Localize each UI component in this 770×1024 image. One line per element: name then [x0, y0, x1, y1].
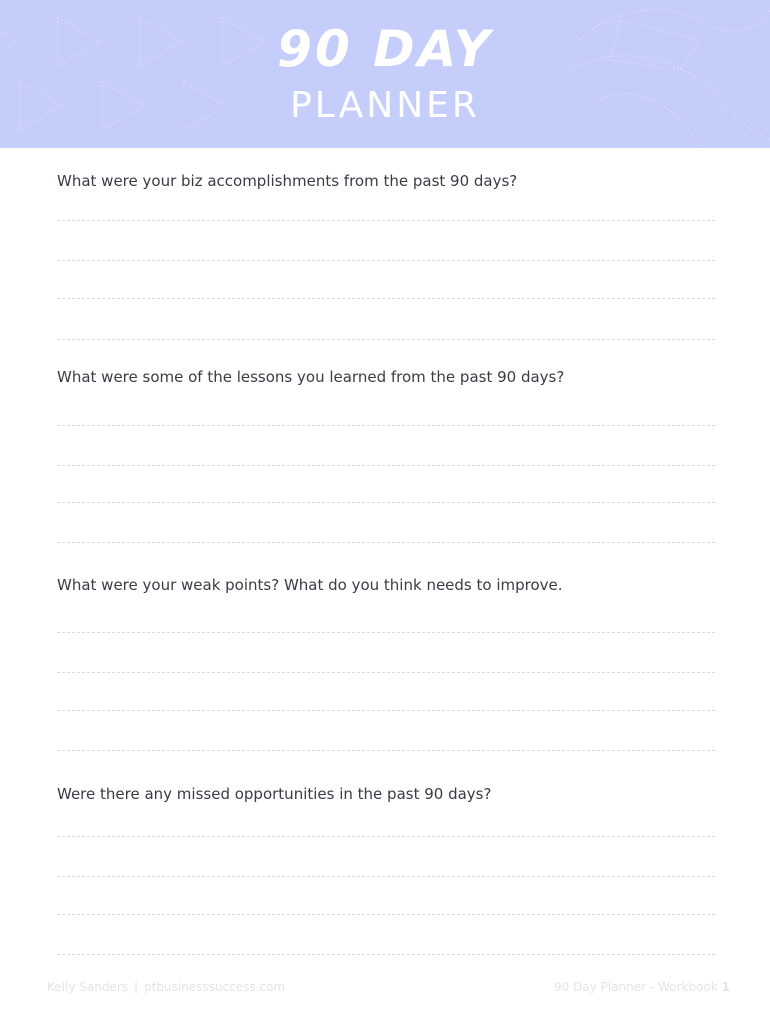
footer-author: Kelly Sanders	[47, 980, 128, 994]
question-1: What were your biz accomplishments from the past 90 days?	[57, 172, 518, 190]
footer-workbook-label: 90 Day Planner - Workbook	[554, 980, 718, 994]
footer-website[interactable]: ptbusinesssuccess.com	[144, 980, 286, 994]
answer-line[interactable]	[57, 425, 715, 426]
answer-line[interactable]	[57, 876, 715, 877]
header-banner	[0, 0, 770, 148]
answer-line[interactable]	[57, 750, 715, 751]
answer-line[interactable]	[57, 220, 715, 221]
answer-line[interactable]	[57, 298, 715, 299]
answer-line[interactable]	[57, 260, 715, 261]
answer-line[interactable]	[57, 914, 715, 915]
answer-line[interactable]	[57, 954, 715, 955]
footer-separator: |	[134, 980, 139, 994]
answer-line[interactable]	[57, 465, 715, 466]
question-2: What were some of the lessons you learned from the past 90 days?	[57, 368, 565, 386]
question-4: Were there any missed opportunities in the past 90 days?	[57, 785, 492, 803]
answer-line[interactable]	[57, 710, 715, 711]
planner-title: 90 DAY	[277, 20, 493, 78]
footer-credit	[47, 980, 285, 994]
answer-line[interactable]	[57, 339, 715, 340]
answer-line[interactable]	[57, 632, 715, 633]
question-3: What were your weak points? What do you think needs to improve.	[57, 576, 563, 594]
page-number: 1	[721, 980, 730, 994]
answer-line[interactable]	[57, 672, 715, 673]
answer-line[interactable]	[57, 542, 715, 543]
answer-line[interactable]	[57, 502, 715, 503]
planner-subtitle: PLANNER	[290, 85, 480, 126]
answer-line[interactable]	[57, 836, 715, 837]
footer-workbook	[554, 980, 730, 994]
